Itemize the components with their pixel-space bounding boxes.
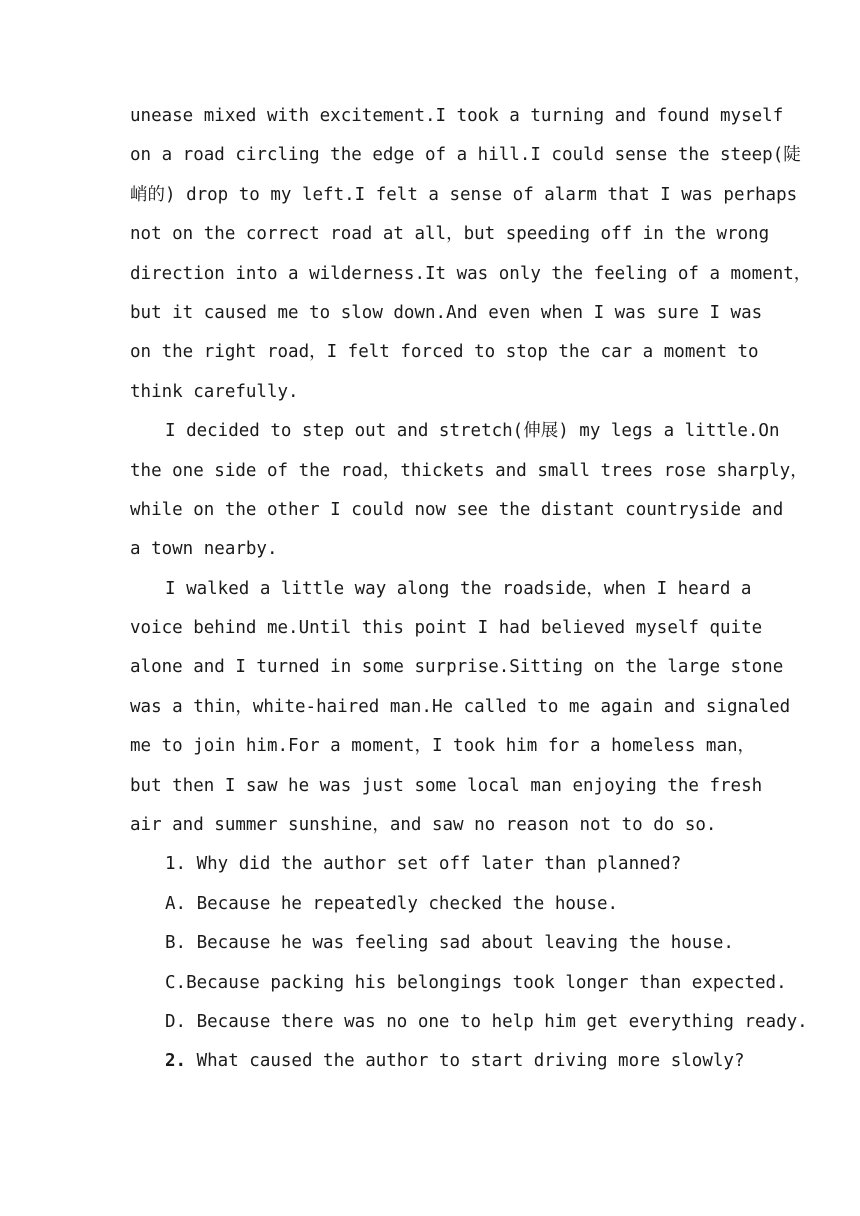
question-1-option-b: B. Because he was feeling sad about leaving the house. — [165, 933, 734, 954]
paragraph-line: think carefully. — [130, 381, 299, 402]
paragraph-line: alone and I turned in some surprise.Sitting on the large stone — [130, 657, 784, 678]
question-2-number: 2. — [165, 1051, 187, 1072]
paragraph-line: unease mixed with excitement.I took a turning and found myself — [130, 106, 784, 126]
paragraph-line: I walked a little way along the roadside，when I heard a — [165, 578, 752, 599]
paragraph-line: a town nearby. — [130, 539, 278, 560]
paragraph-line: was a thin，white-haired man.He called to me again and signaled — [130, 696, 791, 717]
paragraph-line: on the right road，I felt forced to stop the car a moment to — [130, 342, 759, 363]
paragraph-line: not on the correct road at all，but speeding off in the wrong — [130, 224, 770, 245]
paragraph-line: direction into a wilderness.It was only the feeling of a moment， — [130, 263, 812, 284]
question-1-stem: 1. Why did the author set off later than planned? — [165, 854, 682, 875]
paragraph-line: voice behind me.Until this point I had believed myself quite — [130, 618, 763, 639]
question-2 — [130, 1042, 745, 1081]
document-page — [130, 97, 812, 1082]
paragraph-line: while on the other I could now see the distant countryside and — [130, 499, 784, 520]
paragraph-line: on a road circling the edge of a hill.I could sense the steep(陡 — [130, 145, 801, 166]
paragraph-line: me to join him.For a moment，I took him for a homeless man， — [130, 736, 756, 757]
question-2-stem: What caused the author to start driving more slowly? — [186, 1051, 745, 1072]
paragraph-line: 峭的) drop to my left.I felt a sense of alarm that I was perhaps — [130, 184, 798, 205]
paragraph-line: I decided to step out and stretch(伸展) my legs a little.On — [165, 421, 780, 442]
question-1-option-a: A. Because he repeatedly checked the house. — [165, 893, 619, 914]
paragraph-line: air and summer sunshine，and saw no reason not to do so. — [130, 815, 717, 836]
question-1-option-c: C.Because packing his belongings took longer than expected. — [165, 972, 787, 993]
paragraph-line: but then I saw he was just some local man enjoying the fresh — [130, 775, 763, 796]
paragraph-line: but it caused me to slow down.And even when I was sure I was — [130, 302, 763, 323]
question-1-option-d: D. Because there was no one to help him get everything ready. — [165, 1011, 808, 1032]
paragraph-line: the one side of the road，thickets and small trees rose sharply， — [130, 460, 808, 481]
